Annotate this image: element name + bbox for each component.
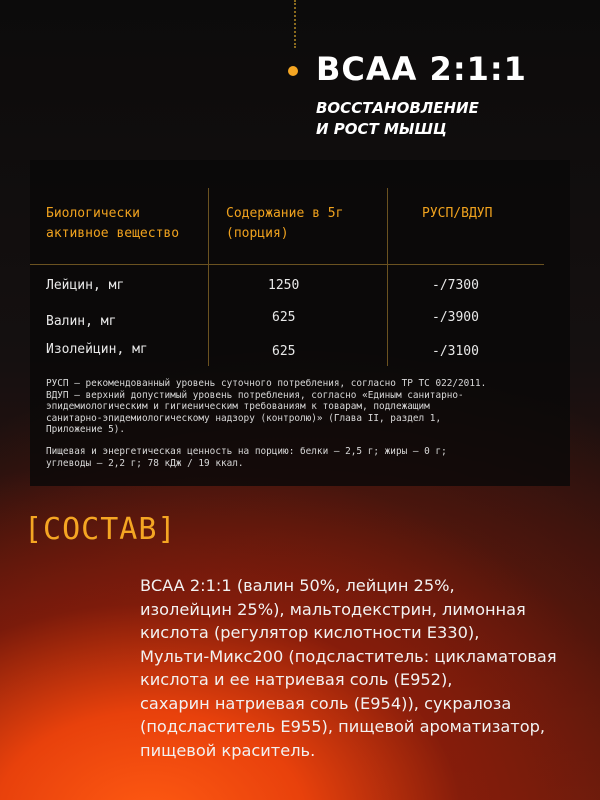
decorative-dotted-line — [294, 0, 296, 48]
accent-dot — [288, 66, 298, 76]
table-cell-name: Лейцин, мг — [46, 278, 125, 293]
nutrition-panel — [30, 160, 570, 486]
table-divider — [387, 188, 388, 366]
subtitle-line: И РОСТ МЫШЦ — [316, 120, 447, 138]
composition-heading: [СОСТАВ] — [24, 512, 177, 547]
table-cell-rusp: -/3900 — [432, 310, 479, 325]
table-divider — [208, 188, 209, 366]
subtitle-line: ВОССТАНОВЛЕНИЕ — [316, 99, 479, 117]
table-header-rusp: РУСП/ВДУП — [422, 206, 493, 221]
product-title: BCAA 2:1:1 — [316, 50, 527, 88]
table-cell-rusp: -/3100 — [432, 344, 479, 359]
product-subtitle — [316, 98, 576, 140]
table-cell-amount: 1250 — [268, 278, 300, 293]
table-cell-name: Валин, мг — [46, 314, 117, 329]
table-cell-name: Изолейцин, мг — [46, 342, 148, 357]
table-divider — [30, 264, 544, 265]
footnote-energy: Пищевая и энергетическая ценность на порцию: белки – 2,5 г; жиры – 0 г; углеводы – 2,2 г; 78 кДж / 19 ккал. — [46, 446, 447, 469]
table-cell-amount: 625 — [272, 310, 296, 325]
footnote-definitions: РУСП – рекомендованный уровень суточного потребления, согласно ТР ТС 022/2011. ВДУП – верхний допустимый уровень потребления, согласно «Единым санитарно- эпидемиологическим и гигиеническим требованиям к товарам, подлежащим санитарно-эпидемиологическому надзору (контролю)» (Глава II, раздел 1, Приложение 5). — [46, 378, 487, 436]
table-header-content: Содержание в 5г (порция) — [226, 206, 344, 241]
table-cell-rusp: -/7300 — [432, 278, 479, 293]
composition-text: BCAA 2:1:1 (валин 50%, лейцин 25%, изолейцин 25%), мальтодекстрин, лимонная кислота (регулятор кислотности E330), Мульти-Микс200 (подсластитель: цикламатовая кислота и ее натриевая соль (E952), сахарин натриевая соль (E954)), сукралоза (подсластитель E955), пищевой ароматизатор, пищевой краситель. — [140, 576, 557, 760]
table-header-substance: Биологически активное вещество — [46, 206, 180, 241]
table-cell-amount: 625 — [272, 344, 296, 359]
